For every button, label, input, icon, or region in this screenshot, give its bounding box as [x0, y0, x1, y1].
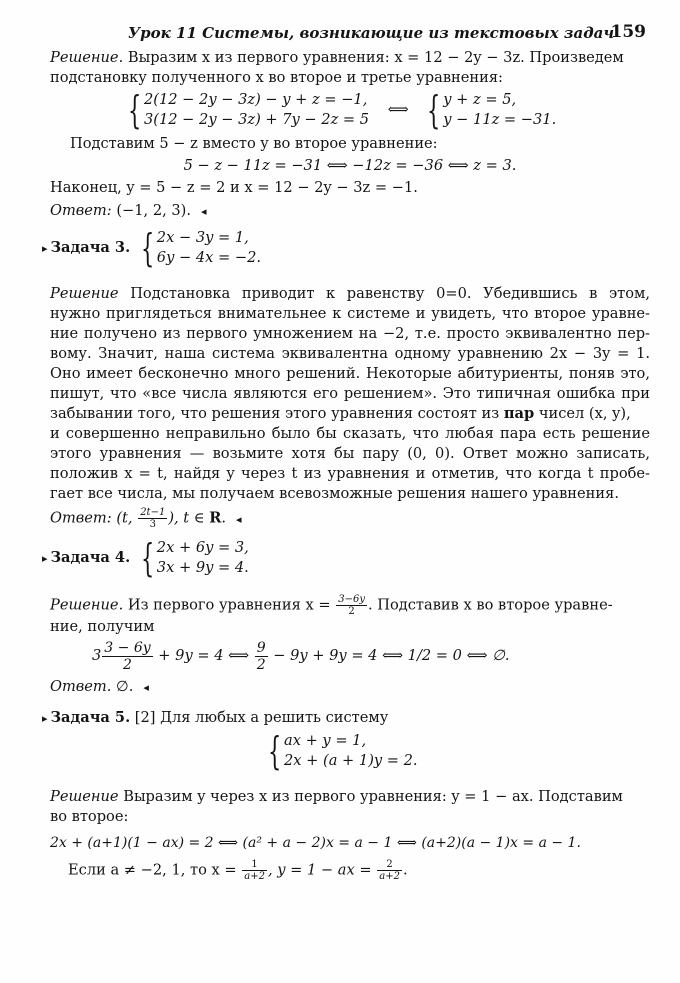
task4-label: Задача 4.: [50, 549, 131, 566]
task4-equation: 3 $\frac{3 - 6y}{2}$ + 9y = 4 ⟺ $\frac{9}{2}$ − 9y + 9y = 4 ⟺ 1/2 = 0 ⟺ ∅.: [92, 639, 510, 673]
task3-line3: ние получено из первого умножением на −2, т.е. просто эквивалентно пер-: [50, 325, 650, 342]
end-mark-icon: ◂: [236, 512, 242, 526]
task4-line1: Решение. Из первого уравнения x = $\frac{3-6y}{2}$ . Подставив x во второе уравне-: [50, 594, 613, 617]
task3-line4: вому. Значит, наша система эквивалентна одному уравнению 2x − 3y = 1.: [50, 345, 650, 362]
page-header: [50, 22, 650, 48]
task4-line2: ние, получим: [50, 618, 155, 635]
task3-line1: Решение Подстановка приводит к равенству 0=0. Убедившись в этом,: [50, 285, 650, 302]
page: [42, 22, 650, 882]
solution-label: Решение: [50, 285, 119, 302]
task-pointer-icon: ▸: [42, 242, 48, 255]
page-number: 159: [610, 22, 646, 42]
solution-label: Решение.: [50, 596, 124, 614]
iff-symbol: ⟺: [387, 101, 409, 118]
task3-line8: и совершенно неправильно было бы сказать, что любая пара есть решение: [50, 425, 650, 442]
p1-line3: Подставим 5 − z вместо y во второе уравнение:: [70, 135, 438, 152]
task5-line2: во второе:: [50, 808, 129, 825]
task5-line1: Решение Выразим y через x из первого уравнения: y = 1 − ax. Подставим: [50, 788, 623, 805]
task5-label: Задача 5.: [50, 709, 131, 726]
end-mark-icon: ◂: [201, 205, 207, 218]
task3-label: Задача 3.: [50, 239, 131, 256]
solution-label: Решение: [50, 788, 119, 805]
task3-line7: забывании того, что решения этого уравнения состоят из пар чисел (x, y),: [50, 405, 631, 422]
p1-line1: Решение. Выразим x из первого уравнения: x = 12 − 2y − 3z. Произведем: [50, 49, 624, 66]
p1-line4: Наконец, y = 5 − z = 2 и x = 12 − 2y − 3z = −1.: [50, 179, 418, 196]
task4-answer: Ответ. ∅. ◂: [50, 678, 149, 695]
task5-heading: ▸ Задача 5. [2] Для любых a решить систему: [42, 709, 389, 726]
task3-answer: Ответ: (t, $\frac{2t-1}{3}$ ), t ∈ R. ◂: [50, 507, 242, 530]
p1-equation: 5 − z − 11z = −31 ⟺ −12z = −36 ⟺ z = 3.: [183, 157, 517, 174]
task3-system: { 2x − 3y = 1, 6y − 4x = −2.: [140, 226, 262, 270]
task3-line11: гает все числа, мы получаем всевозможные решения нашего уравнения.: [50, 485, 619, 502]
task3-line9: этого уравнения — возьмите хотя бы пару (0, 0). Ответ можно записать,: [50, 445, 650, 462]
system-a: { 2(12 − 2y − 3z) − y + z = −1, 3(12 − 2y − 3z) + 7y − 2z = 5: [128, 88, 370, 132]
task3-heading: [42, 226, 650, 272]
task3-line2: нужно приглядеться внимательнее к системе и увидеть, что второе уравне-: [50, 305, 650, 322]
task5-system: { ax + y = 1, 2x + (a + 1)y = 2.: [268, 729, 418, 773]
task3-line6: пишут, что «все числа являются его решением». Это типичная ошибка при: [50, 385, 650, 402]
task3-line10: положив x = t, найдя y через t из уравнения и отметив, что когда t пробе-: [50, 465, 650, 482]
task5-system-line: [50, 731, 650, 775]
p1-line2: подстановку полученного x во второе и третье уравнения:: [50, 69, 503, 86]
task4-system: { 2x + 6y = 3, 3x + 9y = 4.: [140, 536, 249, 580]
system-b: { y + z = 5, y − 11z = −31.: [427, 88, 557, 132]
task4-heading: [42, 536, 650, 582]
answer-fraction: $\frac{2t-1}{3}$: [140, 507, 166, 530]
task-pointer-icon: ▸: [42, 712, 48, 725]
end-mark-icon: ◂: [143, 681, 149, 694]
task5-last: Если a ≠ −2, 1, то x = $\frac{1}{a+2}$ , y = 1 − ax = $\frac{2}{a+2}$ .: [68, 859, 408, 882]
running-title: Урок 11 Системы, возникающие из текстовых задач: [128, 24, 615, 42]
solution-label: Решение.: [50, 49, 124, 66]
task3-line5: Оно имеет бесконечно много решений. Некоторые абитуриенты, поняв это,: [50, 365, 650, 382]
p1-answer: Ответ: (−1, 2, 3). ◂: [50, 202, 207, 219]
task-pointer-icon: ▸: [42, 552, 48, 565]
p1-systems: [50, 90, 650, 134]
task5-equation: 2x + (a+1)(1 − ax) = 2 ⟺ (a² + a − 2)x = a − 1 ⟺ (a+2)(a − 1)x = a − 1.: [50, 835, 581, 851]
